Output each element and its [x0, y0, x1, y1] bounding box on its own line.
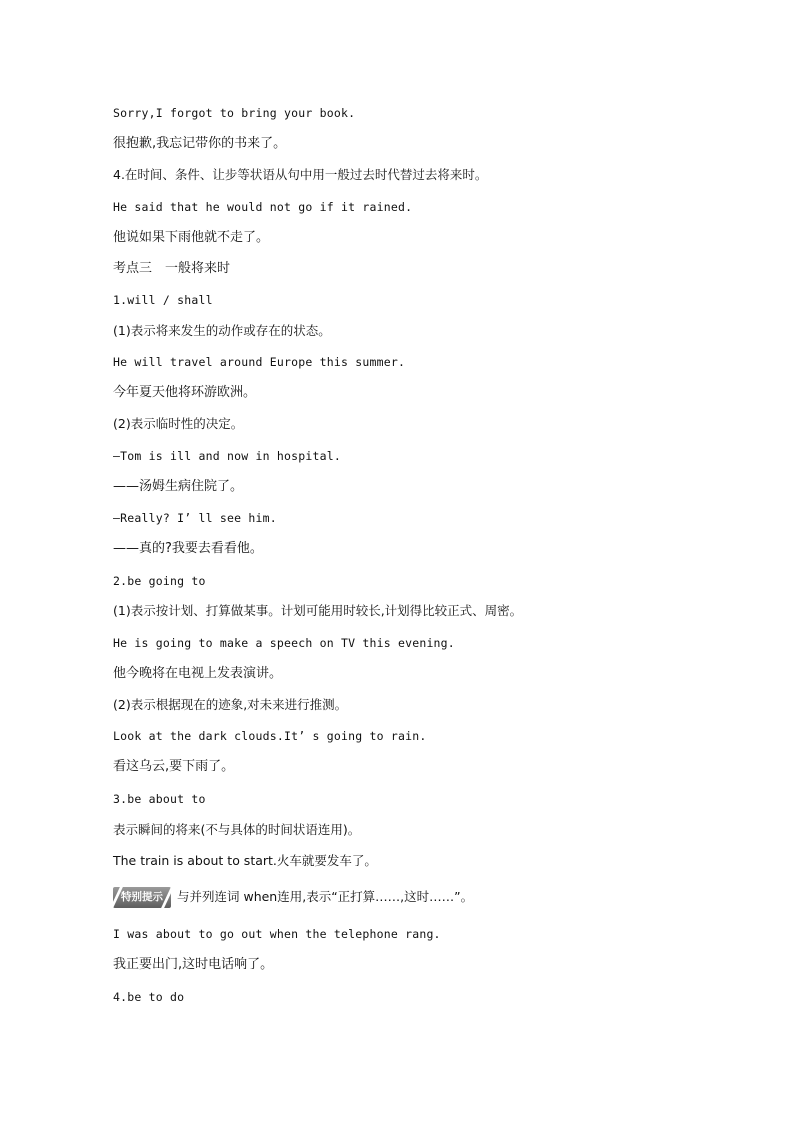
example-translation-zh: 我正要出门,这时电话响了。: [113, 957, 274, 972]
usage-point: (2)表示根据现在的迹象,对未来进行推测。: [113, 697, 348, 712]
subsection-heading: 3.be about to: [113, 792, 206, 806]
example-sentence-en: Sorry,I forgot to bring your book.: [113, 106, 356, 120]
example-sentence-en: He is going to make a speech on TV this evening.: [113, 636, 455, 650]
example-sentence-en: He will travel around Europe this summer.: [113, 355, 406, 369]
special-tip-badge: 特别提示: [113, 887, 171, 908]
dialogue-line-en: —Really? I’ ll see him.: [113, 511, 277, 525]
subsection-heading: 2.be going to: [113, 574, 206, 588]
usage-point: 表示瞬间的将来(不与具体的时间状语连用)。: [113, 822, 361, 837]
subsection-heading: 1.will / shall: [113, 293, 213, 307]
example-sentence-en: I was about to go out when the telephone rang.: [113, 927, 441, 941]
dialogue-line-en: —Tom is ill and now in hospital.: [113, 449, 341, 463]
example-translation-zh: 他今晚将在电视上发表演讲。: [113, 666, 283, 681]
example-translation-zh: 很抱歉,我忘记带你的书来了。: [113, 136, 287, 151]
dialogue-line-zh: ——汤姆生病住院了。: [113, 479, 244, 494]
subsection-heading: 4.be to do: [113, 990, 185, 1004]
dialogue-line-zh: ——真的?我要去看看他。: [113, 541, 263, 556]
example-translation-zh: 他说如果下雨他就不走了。: [113, 230, 270, 245]
example-translation-zh: 看这乌云,要下雨了。: [113, 759, 235, 774]
rule-item-4: 4.在时间、条件、让步等状语从句中用一般过去时代替过去将来时。: [113, 167, 488, 182]
special-tip-text: 与并列连词 when连用,表示“正打算……,这时……”。: [177, 889, 474, 904]
special-tip: [113, 887, 473, 908]
example-translation-zh: 今年夏天他将环游欧洲。: [113, 385, 257, 400]
example-sentence-mixed: The train is about to start.火车就要发车了。: [113, 853, 377, 868]
example-sentence-en: Look at the dark clouds.It’ s going to rain.: [113, 729, 427, 743]
usage-point: (2)表示临时性的决定。: [113, 416, 244, 431]
section-heading: 考点三 一般将来时: [113, 261, 231, 276]
example-sentence-en: He said that he would not go if it rained.: [113, 200, 413, 214]
usage-point: (1)表示将来发生的动作或存在的状态。: [113, 323, 331, 338]
usage-point: (1)表示按计划、打算做某事。计划可能用时较长,计划得比较正式、周密。: [113, 603, 523, 618]
